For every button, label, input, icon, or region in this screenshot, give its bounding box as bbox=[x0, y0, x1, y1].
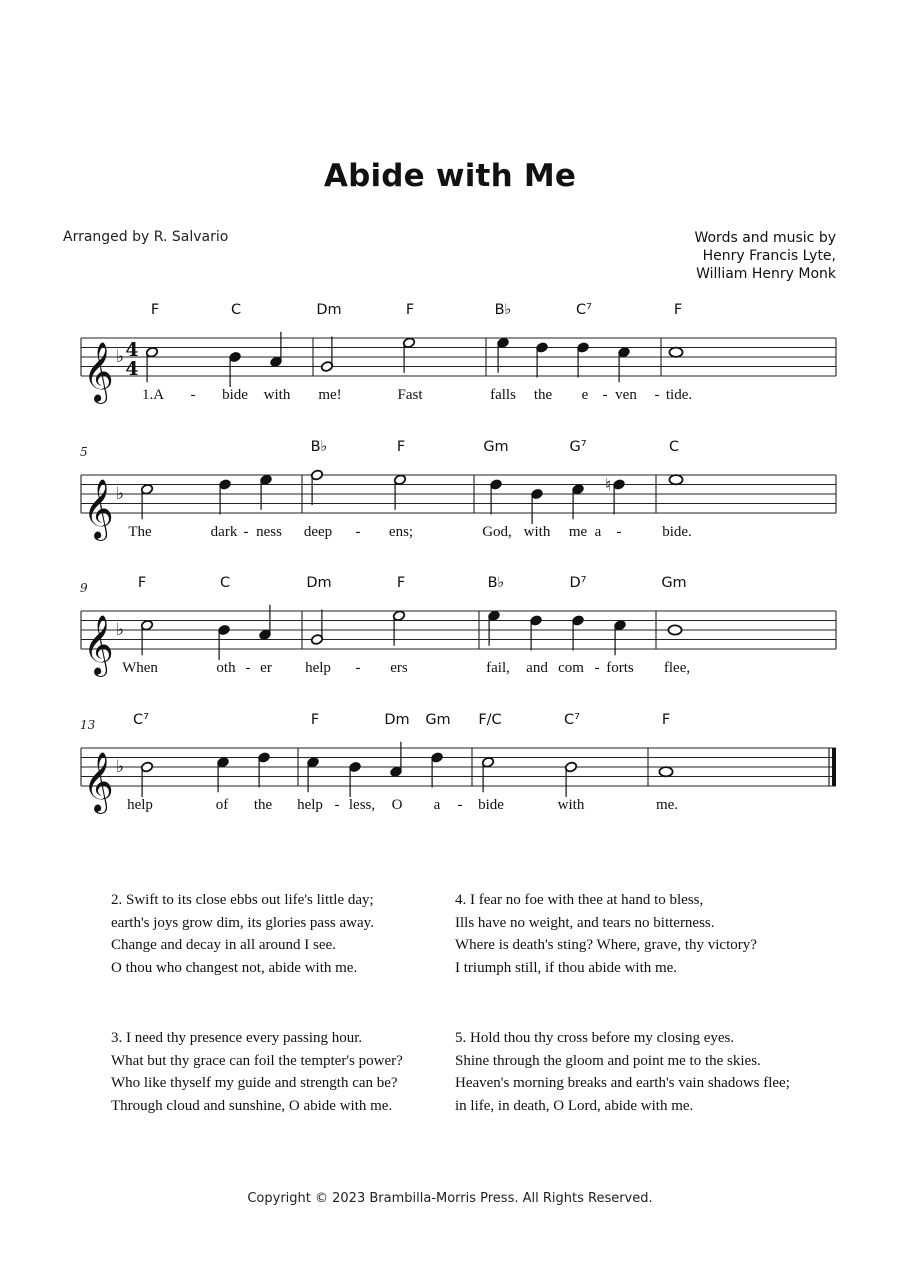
lyric-syllable: com bbox=[558, 660, 584, 676]
verse-line: 2. Swift to its close ebbs out life's little day; bbox=[111, 892, 374, 908]
lyric-syllable: a bbox=[594, 524, 602, 540]
credits-line: William Henry Monk bbox=[696, 266, 836, 282]
verse-line: 5. Hold thou thy cross before my closing eyes. bbox=[455, 1030, 735, 1046]
chord-symbol: F bbox=[150, 302, 160, 318]
lyric-hyphen: - bbox=[243, 524, 249, 540]
lyric-syllable: O bbox=[391, 797, 403, 813]
lyric-syllable: deep bbox=[303, 524, 333, 540]
chord-symbol: F bbox=[673, 302, 683, 318]
lyric-syllable: God, bbox=[482, 524, 512, 540]
flat-sign-icon: ♭ bbox=[116, 484, 125, 504]
verse-line: O thou who changest not, abide with me. bbox=[111, 959, 358, 976]
chord-symbol: D⁷ bbox=[569, 575, 587, 591]
lyric-syllable: flee, bbox=[663, 660, 691, 676]
lyric-syllable: dark bbox=[210, 524, 238, 540]
lyric-syllable: ness bbox=[256, 524, 282, 540]
lyric-hyphen: - bbox=[245, 660, 251, 676]
lyric-syllable: bide bbox=[222, 387, 248, 403]
flat-sign-icon: ♭ bbox=[116, 620, 125, 640]
chord-symbol: F bbox=[310, 712, 320, 728]
lyric-syllable: me. bbox=[655, 797, 679, 813]
chord-symbol: F bbox=[405, 302, 415, 318]
verse-3 bbox=[111, 1027, 403, 1117]
flat-sign-icon: ♭ bbox=[116, 347, 125, 367]
measure-number: 13 bbox=[80, 718, 96, 732]
lyric-syllable: of bbox=[215, 797, 229, 813]
lyric-syllable: oth bbox=[216, 660, 236, 676]
verse-line: Through cloud and sunshine, O abide with me. bbox=[111, 1097, 393, 1114]
whole-note bbox=[669, 475, 682, 484]
verse-2 bbox=[111, 889, 374, 979]
treble-clef-icon: 𝄞 bbox=[83, 479, 114, 539]
lyric-syllable: e bbox=[581, 387, 589, 403]
time-signature-bottom: 4 bbox=[125, 358, 139, 380]
chord-symbol: F/C bbox=[478, 712, 502, 728]
lyric-syllable: ens; bbox=[388, 524, 414, 540]
lyric-syllable: less, bbox=[348, 797, 376, 813]
verse-line: 4. I fear no foe with thee at hand to bless, bbox=[455, 892, 704, 908]
chord-symbol: Gm bbox=[483, 439, 509, 455]
chord-symbol: Dm bbox=[306, 575, 332, 591]
chord-symbol: C⁷ bbox=[564, 712, 580, 728]
verse-line: Where is death's sting? Where, grave, thy victory? bbox=[455, 937, 757, 953]
natural-sign-icon: ♮ bbox=[605, 475, 612, 496]
chord-symbol: Dm bbox=[384, 712, 410, 728]
lyric-syllable: with bbox=[523, 524, 551, 540]
verse-line: 3. I need thy presence every passing hour. bbox=[111, 1030, 363, 1046]
lyric-syllable: the bbox=[253, 797, 273, 813]
lyric-syllable: a bbox=[433, 797, 441, 813]
lyric-syllable: When bbox=[122, 660, 158, 676]
whole-note bbox=[668, 625, 681, 634]
lyric-syllable: the bbox=[533, 387, 553, 403]
whole-note bbox=[669, 348, 682, 357]
chord-symbol: B♭ bbox=[487, 575, 505, 591]
verse-line: I triumph still, if thou abide with me. bbox=[455, 959, 678, 976]
lyric-syllable: and bbox=[526, 660, 548, 676]
lyric-syllable: Fast bbox=[397, 387, 423, 403]
lyric-syllable: with bbox=[557, 797, 585, 813]
lyric-syllable: ven bbox=[615, 387, 637, 403]
lyric-syllable: tide. bbox=[665, 387, 693, 403]
chord-symbol: F bbox=[661, 712, 671, 728]
song-title: Abide with Me bbox=[323, 158, 577, 194]
verse-line: Change and decay in all around I see. bbox=[111, 937, 336, 953]
lyric-hyphen: - bbox=[334, 797, 340, 813]
lyric-syllable: help bbox=[127, 797, 153, 813]
copyright-notice: Copyright © 2023 Brambilla-Morris Press. All Rights Reserved. bbox=[247, 1191, 653, 1206]
lyric-syllable: me! bbox=[318, 387, 342, 403]
treble-clef-icon: 𝄞 bbox=[83, 342, 114, 402]
lyric-hyphen: - bbox=[602, 387, 608, 403]
verse-line: Shine through the gloom and point me to the skies. bbox=[455, 1052, 761, 1069]
credits-line: Henry Francis Lyte, bbox=[702, 248, 836, 264]
lyric-syllable: bide. bbox=[662, 524, 692, 540]
lyric-syllable: bide bbox=[478, 797, 504, 813]
verse-line: in life, in death, O Lord, abide with me. bbox=[455, 1097, 694, 1114]
arranger-credit: Arranged by R. Salvario bbox=[63, 229, 229, 245]
measure-number: 5 bbox=[80, 445, 88, 459]
whole-note bbox=[659, 767, 672, 776]
flat-sign-icon: ♭ bbox=[116, 757, 125, 777]
measure-number: 9 bbox=[80, 581, 88, 595]
lyric-syllable: 1.A bbox=[141, 387, 165, 403]
lyric-hyphen: - bbox=[355, 660, 361, 676]
lyric-syllable: fail, bbox=[486, 660, 510, 676]
chord-symbol: Gm bbox=[425, 712, 451, 728]
lyric-hyphen: - bbox=[457, 797, 463, 813]
chord-symbol: C bbox=[668, 439, 680, 455]
verse-line: earth's joys grow dim, its glories pass away. bbox=[111, 914, 374, 931]
chord-symbol: B♭ bbox=[310, 439, 328, 455]
lyric-hyphen: - bbox=[594, 660, 600, 676]
lyric-syllable: me bbox=[568, 524, 588, 540]
chord-symbol: Dm bbox=[316, 302, 342, 318]
chord-symbol: F bbox=[137, 575, 147, 591]
verse-line: Ills have no weight, and tears no bitterness. bbox=[455, 914, 715, 931]
lyric-hyphen: - bbox=[355, 524, 361, 540]
chord-symbol: F bbox=[396, 439, 406, 455]
lyric-hyphen: - bbox=[654, 387, 660, 403]
chord-symbol: G⁷ bbox=[569, 439, 587, 455]
verse-5 bbox=[455, 1027, 790, 1117]
time-signature-top: 4 bbox=[125, 339, 139, 361]
chord-symbol: Gm bbox=[661, 575, 687, 591]
treble-clef-icon: 𝄞 bbox=[83, 752, 114, 812]
verse-4 bbox=[455, 889, 757, 979]
lyric-syllable: er bbox=[260, 660, 272, 676]
final-barline-thick bbox=[832, 748, 836, 786]
treble-clef-icon: 𝄞 bbox=[83, 615, 114, 675]
lyric-syllable: help bbox=[297, 797, 323, 813]
lyric-syllable: with bbox=[263, 387, 291, 403]
lyric-syllable: help bbox=[305, 660, 331, 676]
chord-symbol: F bbox=[396, 575, 406, 591]
lyric-syllable: falls bbox=[490, 387, 516, 403]
lyric-syllable: The bbox=[128, 524, 152, 540]
chord-symbol: C⁷ bbox=[133, 712, 149, 728]
chord-symbol: C bbox=[230, 302, 242, 318]
credits-line: Words and music by bbox=[694, 230, 836, 246]
chord-symbol: B♭ bbox=[494, 302, 512, 318]
lyric-hyphen: - bbox=[616, 524, 622, 540]
verse-line: What but thy grace can foil the tempter's power? bbox=[111, 1052, 403, 1069]
lyric-hyphen: - bbox=[190, 387, 196, 403]
lyric-syllable: ers bbox=[390, 660, 408, 676]
verse-line: Heaven's morning breaks and earth's vain shadows flee; bbox=[455, 1075, 790, 1091]
verse-line: Who like thyself my guide and strength can be? bbox=[111, 1075, 398, 1091]
lyric-syllable: forts bbox=[606, 660, 634, 676]
chord-symbol: C⁷ bbox=[576, 302, 592, 318]
chord-symbol: C bbox=[219, 575, 231, 591]
